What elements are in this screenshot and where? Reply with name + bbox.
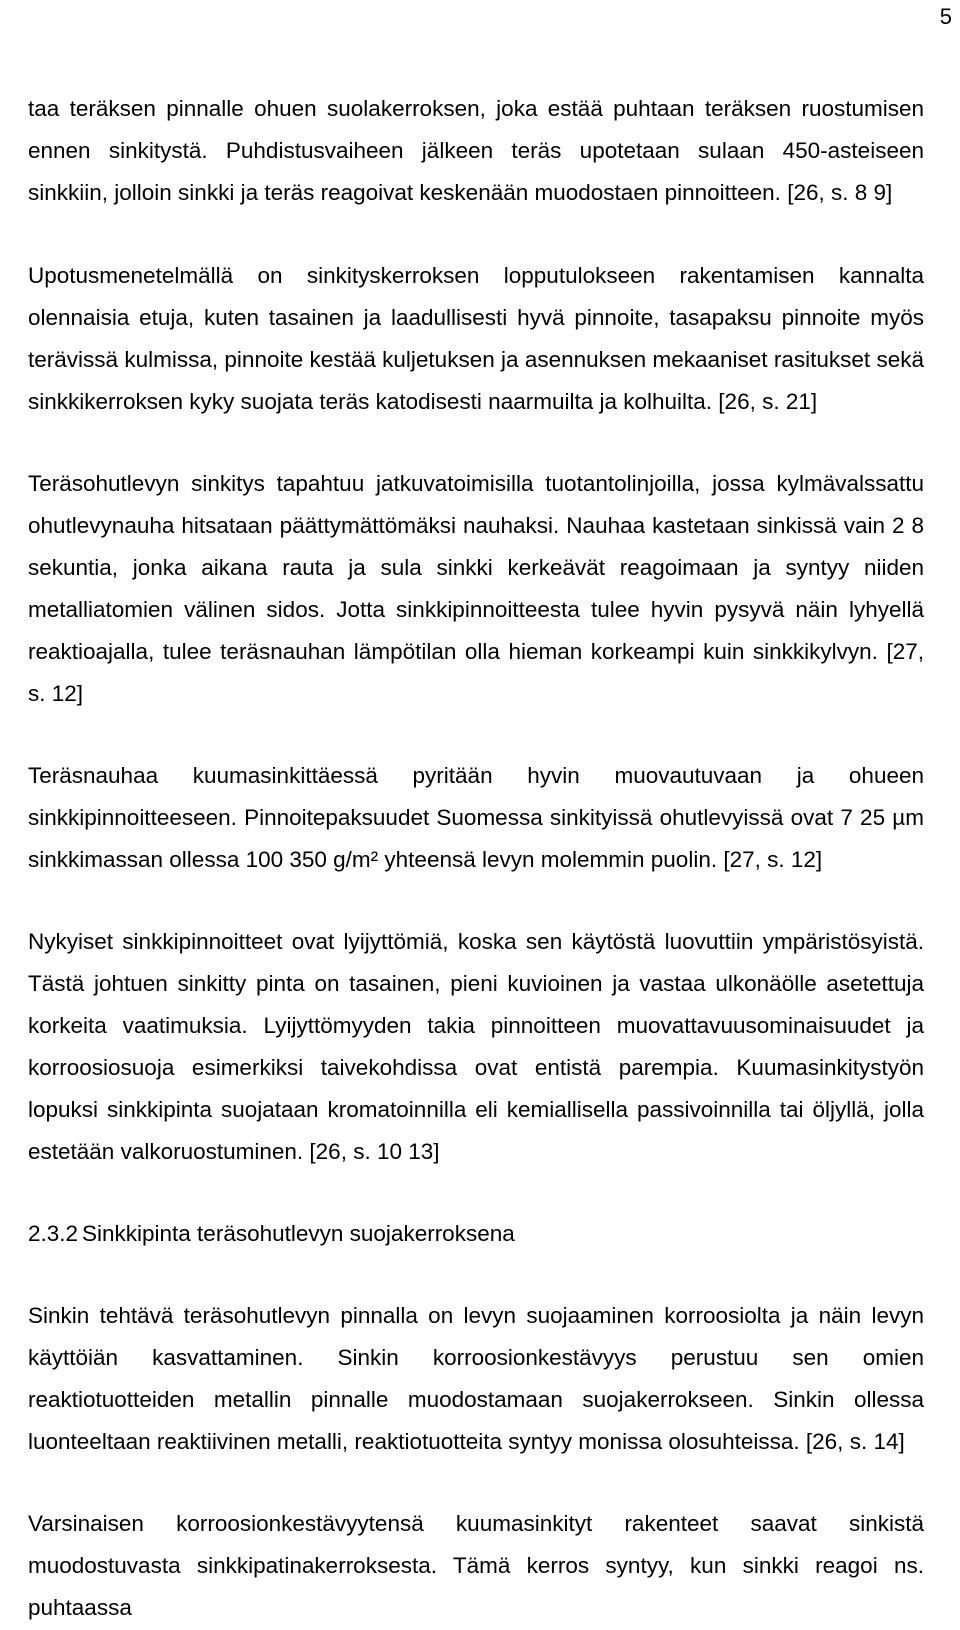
paragraph: Varsinaisen korroosionkestävyytensä kuumasinkityt rakenteet saavat sinkistä muodostuvasta sinkkipatinakerroksesta. Tämä kerros syntyy, kun sinkki reagoi ns. puhtaassa: [28, 1511, 924, 1620]
paragraph: Upotusmenetelmällä on sinkityskerroksen lopputulokseen rakentamisen kannalta olennaisia etuja, kuten tasainen ja laadullisesti hyvä pinnoite, tasapaksu pinnoite myös terävissä kulmissa, pinnoite kestää kuljetuksen ja asennuksen mekaaniset rasitukset sekä sinkkikerroksen kyky suojata teräs katodisesti naarmuilta ja kolhuilta. [26, s. 21]: [28, 263, 924, 414]
section-title: Sinkkipinta teräsohutlevyn suojakerroksena: [82, 1221, 515, 1246]
page-number: 5: [939, 4, 952, 29]
paragraph: Teräsnauhaa kuumasinkittäessä pyritään hyvin muovautuvaan ja ohueen sinkkipinnoitteeseen. Pinnoitepaksuudet Suomessa sinkityissä ohutlevyissä ovat 7 25 µm sinkkimassan ollessa 100 350 g/m² yhteensä levyn molemmin puolin. [27, s. 12]: [28, 763, 924, 872]
paragraph: Nykyiset sinkkipinnoitteet ovat lyijyttömiä, koska sen käytöstä luovuttiin ympäristösyistä. Tästä johtuen sinkitty pinta on tasainen, pieni kuvioinen ja vastaa ulkonäölle asetettuja korkeita vaatimuksia. Lyijyttömyyden takia pinnoitteen muovattavuusominaisuudet ja korroosiosuoja esimerkiksi taivekohdissa ovat entistä parempia. Kuumasinkitystyön lopuksi sinkkipinta suojataan kromatoinnilla eli kemiallisella passivoinnilla tai öljyllä, jolla estetään valkoruostuminen. [26, s. 10 13]: [28, 929, 924, 1164]
paragraph: Sinkin tehtävä teräsohutlevyn pinnalla on levyn suojaaminen korroosiolta ja näin levyn käyttöiän kasvattaminen. Sinkin korroosionkestävyys perustuu sen omien reaktiotuotteiden metallin pinnalle muodostamaan suojakerrokseen. Sinkin ollessa luonteeltaan reaktiivinen metalli, reaktiotuotteita syntyy monissa olosuhteissa. [26, s. 14]: [28, 1303, 924, 1454]
section-heading: [28, 1213, 924, 1255]
paragraph: taa teräksen pinnalle ohuen suolakerroksen, joka estää puhtaan teräksen ruostumisen ennen sinkitystä. Puhdistusvaiheen jälkeen teräs upotetaan sulaan 450-asteiseen sinkkiin, jolloin sinkki ja teräs reagoivat keskenään muodostaen pinnoitteen. [26, s. 8 9]: [28, 96, 924, 205]
document-body: [28, 88, 924, 1629]
section-number: 2.3.2: [28, 1221, 79, 1246]
paragraph: Teräsohutlevyn sinkitys tapahtuu jatkuvatoimisilla tuotantolinjoilla, jossa kylmävalssattu ohutlevynauha hitsataan päättymättömäksi nauhaksi. Nauhaa kastetaan sinkissä vain 2 8 sekuntia, jonka aikana rauta ja sula sinkki kerkeävät reagoimaan ja syntyy niiden metalliatomien välinen sidos. Jotta sinkkipinnoitteesta tulee hyvin pysyvä näin lyhyellä reaktioajalla, tulee teräsnauhan lämpötilan olla hieman korkeampi kuin sinkkikylvyn. [27, s. 12]: [28, 471, 924, 706]
